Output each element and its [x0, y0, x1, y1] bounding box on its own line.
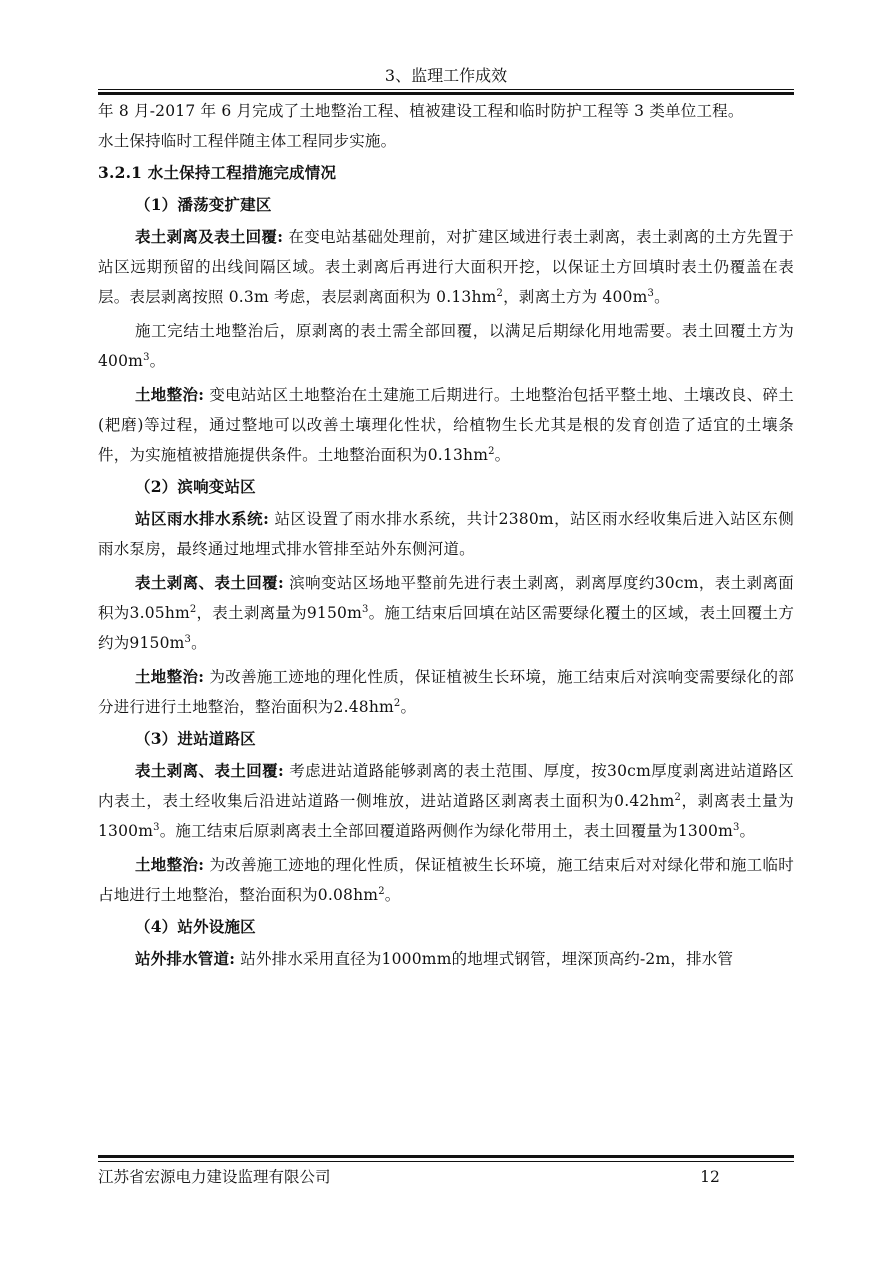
- page-header-title: 3、监理工作成效: [384, 66, 508, 85]
- paragraph-lead: 表土剥离、表土回覆:: [135, 761, 284, 780]
- footer-page-number: 12: [700, 1168, 720, 1186]
- paragraph: 施工完结土地整治后，原剥离的表土需全部回覆，以满足后期绿化用地需要。表土回覆土方为 $400m^3$。: [98, 322, 794, 370]
- header-rule-thick: [98, 92, 794, 95]
- footer-rule-thick: [98, 1155, 794, 1158]
- area-heading: （1）潘荡变扩建区: [135, 195, 272, 214]
- paragraph: 表土剥离、表土回覆: 滨响变站区场地平整前先进行表土剥离，剥离厚度约30cm，表土剥离面积为$3.05hm^2$，表土剥离量为$9150m^3$。施工结束后回填在站区需要绿化覆土的区域，表土回覆土方约为$9150m^3$。: [98, 573, 795, 652]
- paragraph: 土地整治: 变电站站区土地整治在土建施工后期进行。土地整治包括平整土地、土壤改良、碎土(耙磨)等过程，通过整地可以改善土壤理化性状，给植物生长尤其是根的发育创造了适宜的土壤条件，为实施植被措施提供条件。土地整治面积为$0.13hm^2$。: [98, 385, 794, 464]
- paragraph-lead: 表土剥离、表土回覆:: [135, 573, 284, 592]
- paragraph-lead: 土地整治:: [135, 855, 205, 874]
- area-heading: （4）站外设施区: [135, 917, 256, 936]
- paragraph: 土地整治: 为改善施工迹地的理化性质，保证植被生长环境，施工结束后对对绿化带和施工临时占地进行土地整治，整治面积为$0.08hm^2$。: [98, 855, 794, 904]
- paragraph: 站区雨水排水系统: 站区设置了雨水排水系统，共计2380m，站区雨水经收集后进入站区东侧雨水泵房，最终通过地埋式排水管排至站外东侧河道。: [98, 509, 794, 558]
- paragraph: 表土剥离及表土回覆: 在变电站基础处理前，对扩建区域进行表土剥离，表土剥离的土方先置于站区远期预留的出线间隔区域。表土剥离后再进行大面积开挖，以保证土方回填时表土仍覆盖在表层。表层剥离按照 0.3m 考虑，表层剥离面积为 $0.13hm^2$，剥离土方为 $400m^3$。: [98, 227, 794, 306]
- footer-rule-thin: [98, 1161, 794, 1162]
- paragraph-lead: 表土剥离及表土回覆:: [135, 227, 284, 246]
- area-heading: （3）进站道路区: [135, 729, 256, 748]
- document-body: [98, 96, 794, 974]
- paragraph-lead: 站区雨水排水系统:: [135, 509, 270, 528]
- intro-line: 年 8 月-2017 年 6 月完成了土地整治工程、植被建设工程和临时防护工程等 3 类单位工程。: [98, 102, 744, 120]
- footer-company-name: 江苏省宏源电力建设监理有限公司: [98, 1168, 331, 1186]
- intro-line: 水土保持临时工程伴随主体工程同步实施。: [98, 132, 397, 150]
- paragraph: 站外排水管道: 站外排水采用直径为1000mm的地埋式钢管，埋深顶高约-2m，排水管: [135, 949, 734, 968]
- paragraph-lead: 土地整治:: [135, 385, 205, 404]
- section-heading: 3.2.1 水土保持工程措施完成情况: [98, 163, 337, 182]
- header-rule-thin: [98, 89, 794, 90]
- paragraph: 表土剥离、表土回覆: 考虑进站道路能够剥离的表土范围、厚度，按30cm厚度剥离进站道路区内表土，表土经收集后沿进站道路一侧堆放，进站道路区剥离表土面积为$0.42hm^2$，剥离表土量为$1300m^3$。施工结束后原剥离表土全部回覆道路两侧作为绿化带用土，表土回覆量为$1300m^3$。: [98, 761, 794, 840]
- paragraph-lead: 站外排水管道:: [135, 949, 236, 968]
- paragraph-lead: 土地整治:: [135, 667, 205, 686]
- area-heading: （2）滨响变站区: [135, 477, 256, 496]
- paragraph: 土地整治: 为改善施工迹地的理化性质，保证植被生长环境，施工结束后对滨响变需要绿化的部分进行进行土地整治，整治面积为$2.48hm^2$。: [98, 667, 794, 716]
